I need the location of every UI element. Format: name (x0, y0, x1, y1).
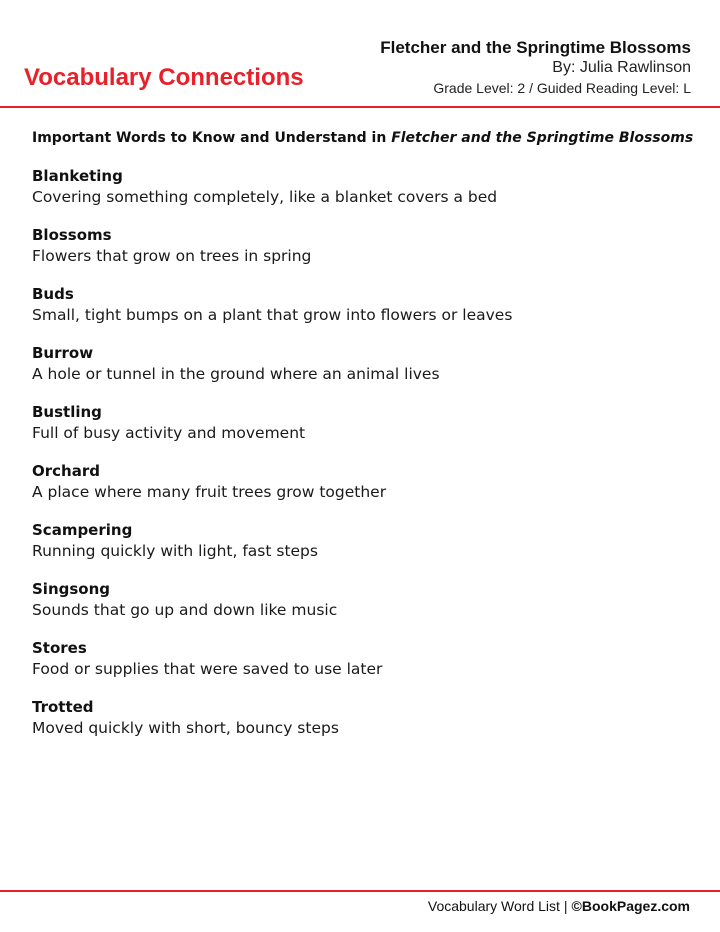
vocabulary-term: Orchard (32, 462, 100, 480)
vocabulary-term: Bustling (32, 403, 102, 421)
vocabulary-item (32, 284, 692, 326)
vocabulary-item (32, 520, 692, 562)
vocabulary-term: Burrow (32, 344, 94, 362)
vocabulary-definition: Full of busy activity and movement (32, 424, 306, 442)
vocabulary-item (32, 697, 692, 739)
main-content (32, 130, 692, 756)
book-info (380, 38, 691, 98)
vocabulary-definition: Food or supplies that were saved to use later (32, 660, 383, 678)
vocabulary-item (32, 402, 692, 444)
vocabulary-item (32, 579, 692, 621)
vocabulary-term: Stores (32, 639, 87, 657)
vocabulary-definition: Moved quickly with short, bouncy steps (32, 719, 339, 737)
vocabulary-term: Trotted (32, 698, 94, 716)
page-header (0, 0, 720, 110)
vocabulary-list (32, 166, 692, 739)
vocabulary-term: Singsong (32, 580, 111, 598)
intro-prefix: Important Words to Know and Understand in (32, 130, 392, 146)
vocabulary-definition: Small, tight bumps on a plant that grow into flowers or leaves (32, 306, 513, 324)
page-footer (428, 898, 690, 914)
vocabulary-definition: Flowers that grow on trees in spring (32, 247, 312, 265)
footer-doc-type: Vocabulary Word List (427, 898, 560, 914)
vocabulary-term: Buds (32, 285, 74, 303)
footer-divider (0, 890, 720, 892)
intro-heading (32, 130, 692, 146)
vocabulary-definition: Sounds that go up and down like music (32, 601, 338, 619)
vocabulary-item (32, 461, 692, 503)
vocabulary-definition: A hole or tunnel in the ground where an animal lives (32, 365, 440, 383)
vocabulary-term: Blossoms (32, 226, 112, 244)
footer-copyright: ©BookPagez.com (571, 898, 690, 914)
vocabulary-term: Blanketing (32, 167, 123, 185)
vocabulary-item (32, 166, 692, 208)
vocabulary-item (32, 638, 692, 680)
vocabulary-item (32, 343, 692, 385)
book-title: Fletcher and the Springtime Blossoms (380, 38, 691, 57)
header-divider (0, 106, 720, 108)
vocabulary-definition: A place where many fruit trees grow together (32, 483, 387, 501)
footer-separator: | (563, 898, 568, 914)
vocabulary-definition: Covering something completely, like a blanket covers a bed (32, 188, 498, 206)
intro-book-ref: Fletcher and the Springtime Blossoms (391, 130, 694, 146)
book-author: By: Julia Rawlinson (552, 59, 691, 76)
section-title: Vocabulary Connections (24, 64, 304, 91)
vocabulary-item (32, 225, 692, 267)
vocabulary-term: Scampering (32, 521, 133, 539)
book-level: Grade Level: 2 / Guided Reading Level: L (433, 80, 691, 96)
vocabulary-definition: Running quickly with light, fast steps (32, 542, 318, 560)
